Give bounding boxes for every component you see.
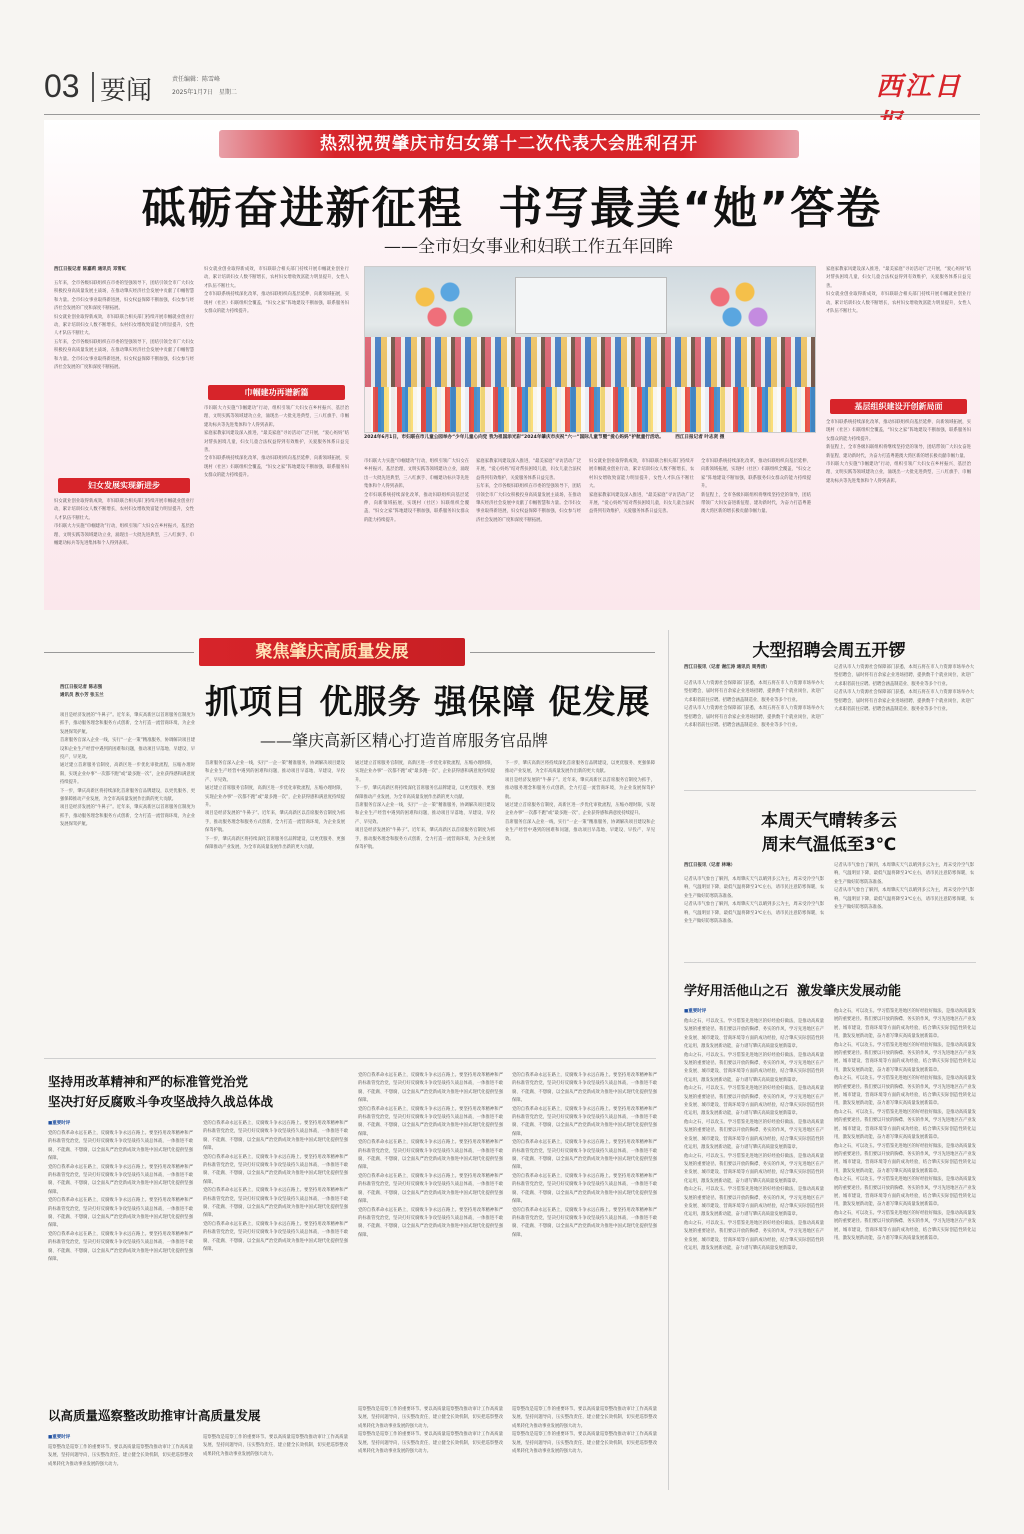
jobfair-col-1: 记者从市人力资源社会保障部门获悉，本周五将在市人力资源市场举办大型招聘会，届时将有百余家企业进场招聘，提供数千个就业岗位，欢迎广大求职者前往应聘。招聘会涵盖制造业、服务业等多个行业。 记者从市人力资源社会保障部门获悉，本周五将在市人力资源市场举办大型招聘会，届时将有百余家企业进场招聘，提供数千个就业岗位，欢迎广大求职者前往应聘。招聘会涵盖制造业、服务业等多个行业。 [684, 681, 824, 729]
opinion-headline: 学好用活他山之石 激发肇庆发展动能 [684, 984, 902, 999]
gaoxin-col-2: 首席服务官深入企业一线，实行“一企一策”精准服务，协调解决项目建设和企业生产经营中遇到的困难和问题，推动项目早落地、早建设、早投产、早见效。 通过建立首席服务官制度，高新区进一步优化审批流程，压缩办理时限，实现企业办事“一次都不跑”或“最多跑一次”，企业获得感和满意度持续提升。 项目是经济发展的“牛鼻子”。近年来，肇庆高新区以首席服务官制度为抓手，推动服务理念和服务方式创新，全力打造一流营商环境，为企业发展保驾护航。 下一步，肇庆高新区将持续深化首席服务官品牌建设，以更优服务、更强保障推动产业发展，为全市高质量发展作出新的更大贡献。 [205, 761, 345, 851]
discipline-col-1: 党的自我革命永远在路上，反腐败斗争永远在路上。要坚持用改革精神和严的标准管党治党，坚决打好反腐败斗争攻坚战持久战总体战，一体推进不敢腐、不能腐、不想腐，以全面从严治党新成效为推进中国式现代化提供坚强保障。 党的自我革命永远在路上，反腐败斗争永远在路上。要坚持用改革精神和严的标准管党治党，坚决打好反腐败斗争攻坚战持久战总体战，一体推进不敢腐、不能腐、不想腐，以全面从严治党新成效为推进中国式现代化提供坚强保障。 党的自我革命永远在路上，反腐败斗争永远在路上。要坚持用改革精神和严的标准管党治党，坚决打好反腐败斗争攻坚战持久战总体战，一体推进不敢腐、不能腐、不想腐，以全面从严治党新成效为推进中国式现代化提供坚强保障。 党的自我革命永远在路上，反腐败斗争永远在路上。要坚持用改革精神和严的标准管党治党，坚决打好反腐败斗争攻坚战持久战总体战，一体推进不敢腐、不能腐、不想腐，以全面从严治党新成效为推进中国式现代化提供坚强保障。 [48, 1131, 193, 1263]
discipline-col-2: 党的自我革命永远在路上，反腐败斗争永远在路上。要坚持用改革精神和严的标准管党治党，坚决打好反腐败斗争攻坚战持久战总体战，一体推进不敢腐、不能腐、不想腐，以全面从严治党新成效为推进中国式现代化提供坚强保障。 党的自我革命永远在路上，反腐败斗争永远在路上。要坚持用改革精神和严的标准管党治党，坚决打好反腐败斗争攻坚战持久战总体战，一体推进不敢腐、不能腐、不想腐，以全面从严治党新成效为推进中国式现代化提供坚强保障。 党的自我革命永远在路上，反腐败斗争永远在路上。要坚持用改革精神和严的标准管党治党，坚决打好反腐败斗争攻坚战持久战总体战，一体推进不敢腐、不能腐、不想腐，以全面从严治党新成效为推进中国式现代化提供坚强保障。 党的自我革命永远在路上，反腐败斗争永远在路上。要坚持用改革精神和严的标准管党治党，坚决打好反腐败斗争攻坚战持久战总体战，一体推进不敢腐、不能腐、不想腐，以全面从严治党新成效为推进中国式现代化提供坚强保障。 [203, 1121, 348, 1253]
feature-block [44, 120, 980, 610]
inspection-col-4: 巡察整改是巡察工作的重要环节。要以高质量巡察整改推动审计工作高质量发展，坚持问题导向，压实整改责任，建立健全长效机制，切实把巡察整改成果转化为推动事业发展的强大动力。 巡察整改是巡察工作的重要环节。要以高质量巡察整改推动审计工作高质量发展，坚持问题导向，压实整改责任，建立健全长效机制，切实把巡察整改成果转化为推动事业发展的强大动力。 [512, 1407, 657, 1455]
gaoxin-subtitle: ——肇庆高新区精心打造首席服务官品牌 [260, 731, 549, 750]
weather-headline-1: 本周天气晴转多云 [761, 811, 897, 831]
rule-right-banner [470, 652, 655, 653]
discipline-tag: ■重要时评 [48, 1121, 71, 1126]
inspection-col-1: 巡察整改是巡察工作的重要环节。要以高质量巡察整改推动审计工作高质量发展，坚持问题导向，压实整改责任，建立健全长效机制，切实把巡察整改成果转化为推动事业发展的强大动力。 [48, 1445, 193, 1467]
page-header [44, 62, 980, 112]
weather-col-2: 记者从市气象台了解到，本周肇庆天气以晴到多云为主，周末受冷空气影响，气温明显下降，最低气温将降至3℃左右，请市民注意防寒保暖，农业生产做好防寒防冻准备。 记者从市气象台了解到，本周肇庆天气以晴到多云为主，周末受冷空气影响，气温明显下降，最低气温将降至3℃左右，请市民注意防寒保暖，农业生产做好防寒防冻准备。 [834, 863, 974, 911]
weather-byline: 西江日报讯（记者 林琳） [684, 863, 736, 868]
feature-col-1: 五年来，全市各级妇联组织在市委的坚强领导下，团结引领全市广大妇女积极投身高质量发展主战场，在推动肇庆经济社会发展中贡献了巾帼智慧和力量。全市妇女事业取得新进展，妇女权益保障不断加强，妇女参与经济社会发展的广度和深度不断拓展。 妇女就业创业取得新成效，市妇联联合相关部门持续开展巾帼就业创业行动，累计培训妇女人数不断增长，农村妇女增收致富能力明显提升，女性人才队伍不断壮大。 五年来，全市各级妇联组织在市委的坚强领导下，团结引领全市广大妇女积极投身高质量发展主战场，在推动肇庆经济社会发展中贡献了巾帼智慧和力量。全市妇女事业取得新进展，妇女权益保障不断加强，妇女参与经济社会发展的广度和深度不断拓展。 [54, 281, 194, 371]
column-divider [668, 630, 669, 1490]
opinion-col-1: 他山之石，可以攻玉。学习借鉴先进地区的好经验好做法，是推动高质量发展的重要途径。我们要以开放的胸襟、务实的作风，学习先进地区在产业发展、城市建设、营商环境等方面的成功经验，结合肇庆实际创造性转化运用，激发发展新动能，奋力谱写肇庆高质量发展新篇章。 他山之石，可以攻玉。学习借鉴先进地区的好经验好做法，是推动高质量发展的重要途径。我们要以开放的胸襟、务实的作风，学习先进地区在产业发展、城市建设、营商环境等方面的成功经验，结合肇庆实际创造性转化运用，激发发展新动能，奋力谱写肇庆高质量发展新篇章。 他山之石，可以攻玉。学习借鉴先进地区的好经验好做法，是推动高质量发展的重要途径。我们要以开放的胸襟、务实的作风，学习先进地区在产业发展、城市建设、营商环境等方面的成功经验，结合肇庆实际创造性转化运用，激发发展新动能，奋力谱写肇庆高质量发展新篇章。 他山之石，可以攻玉。学习借鉴先进地区的好经验好做法，是推动高质量发展的重要途径。我们要以开放的胸襟、务实的作风，学习先进地区在产业发展、城市建设、营商环境等方面的成功经验，结合肇庆实际创造性转化运用，激发发展新动能，奋力谱写肇庆高质量发展新篇章。 他山之石，可以攻玉。学习借鉴先进地区的好经验好做法，是推动高质量发展的重要途径。我们要以开放的胸襟、务实的作风，学习先进地区在产业发展、城市建设、营商环境等方面的成功经验，结合肇庆实际创造性转化运用，激发发展新动能，奋力谱写肇庆高质量发展新篇章。 他山之石，可以攻玉。学习借鉴先进地区的好经验好做法，是推动高质量发展的重要途径。我们要以开放的胸襟、务实的作风，学习先进地区在产业发展、城市建设、营商环境等方面的成功经验，结合肇庆实际创造性转化运用，激发发展新动能，奋力谱写肇庆高质量发展新篇章。 他山之石，可以攻玉。学习借鉴先进地区的好经验好做法，是推动高质量发展的重要途径。我们要以开放的胸襟、务实的作风，学习先进地区在产业发展、城市建设、营商环境等方面的成功经验，结合肇庆实际创造性转化运用，激发发展新动能，奋力谱写肇庆高质量发展新篇章。 [684, 1019, 824, 1251]
inspection-headline: 以高质量巡察整改助推审计高质量发展 [48, 1408, 261, 1423]
weather-headline-2: 周末气温低至3℃ [761, 835, 897, 855]
inspection-tag: ■重要时评 [48, 1435, 71, 1440]
photo-caption: 2024年6月1日，市妇联在市儿童公园举办“少年儿童心向党 我为祖国添光彩”2024年肇庆市庆祝“六一”国际儿童节暨“爱心妈妈”护航童行活动。 西江日报记者 叶志贤 摄 [364, 435, 725, 440]
gaoxin-byline: 西江日报记者 陈志强 通讯员 敖小芳 张玉兰 [60, 685, 104, 698]
gaoxin-title: 抓项目 优服务 强保障 促发展 [205, 682, 651, 721]
feature-subhead-1: 妇女发展实现新进步 [58, 478, 190, 493]
editor-credit: 责任编辑：陈雪峰 [172, 76, 221, 83]
feature-col-6: 全市妇联系统持续深化改革，推动妇联组织向基层延伸、向新领域拓展，实现村（社区）妇联组织全覆盖，“妇女之家”阵地建设不断加强，联系服务妇女群众的能力持续提升。 新征程上，全市各级妇联组织将继续坚持党的领导，团结带领广大妇女奋进新征程、建功新时代，为奋力打造粤港澳大湾区新的增长极贡献巾帼力量。 [701, 459, 811, 515]
discipline-headline-2: 坚决打好反腐败斗争攻坚战持久战总体战 [48, 1094, 274, 1109]
gaoxin-banner: 聚焦肇庆高质量发展 [199, 638, 465, 666]
photo-stage-screen [515, 277, 667, 334]
inspection-col-3: 巡察整改是巡察工作的重要环节。要以高质量巡察整改推动审计工作高质量发展，坚持问题导向，压实整改责任，建立健全长效机制，切实把巡察整改成果转化为推动事业发展的强大动力。 巡察整改是巡察工作的重要环节。要以高质量巡察整改推动审计工作高质量发展，坚持问题导向，压实整改责任，建立健全长效机制，切实把巡察整改成果转化为推动事业发展的强大动力。 [358, 1407, 503, 1455]
gaoxin-col-3: 通过建立首席服务官制度，高新区进一步优化审批流程，压缩办理时限，实现企业办事“一次都不跑”或“最多跑一次”，企业获得感和满意度持续提升。 下一步，肇庆高新区将持续深化首席服务官品牌建设，以更优服务、更强保障推动产业发展，为全市高质量发展作出新的更大贡献。 首席服务官深入企业一线，实行“一企一策”精准服务，协调解决项目建设和企业生产经营中遇到的困难和问题，推动项目早落地、早建设、早投产、早见效。 项目是经济发展的“牛鼻子”。近年来，肇庆高新区以首席服务官制度为抓手，推动服务理念和服务方式创新，全力打造一流营商环境，为企业发展保驾护航。 [355, 761, 495, 851]
rule-left-banner [44, 652, 194, 653]
feature-banner [219, 130, 799, 158]
feature-subhead-2: 巾帼建功再谱新篇 [208, 385, 345, 400]
discipline-col-3: 党的自我革命永远在路上，反腐败斗争永远在路上。要坚持用改革精神和严的标准管党治党，坚决打好反腐败斗争攻坚战持久战总体战，一体推进不敢腐、不能腐、不想腐，以全面从严治党新成效为推进中国式现代化提供坚强保障。 党的自我革命永远在路上，反腐败斗争永远在路上。要坚持用改革精神和严的标准管党治党，坚决打好反腐败斗争攻坚战持久战总体战，一体推进不敢腐、不能腐、不想腐，以全面从严治党新成效为推进中国式现代化提供坚强保障。 党的自我革命永远在路上，反腐败斗争永远在路上。要坚持用改革精神和严的标准管党治党，坚决打好反腐败斗争攻坚战持久战总体战，一体推进不敢腐、不能腐、不想腐，以全面从严治党新成效为推进中国式现代化提供坚强保障。 党的自我革命永远在路上，反腐败斗争永远在路上。要坚持用改革精神和严的标准管党治党，坚决打好反腐败斗争攻坚战持久战总体战，一体推进不敢腐、不能腐、不想腐，以全面从严治党新成效为推进中国式现代化提供坚强保障。 党的自我革命永远在路上，反腐败斗争永远在路上。要坚持用改革精神和严的标准管党治党，坚决打好反腐败斗争攻坚战持久战总体战，一体推进不敢腐、不能腐、不想腐，以全面从严治党新成效为推进中国式现代化提供坚强保障。 [358, 1073, 503, 1238]
header-rule [44, 114, 980, 115]
photo-crowd-front [365, 387, 815, 432]
page-number: 03 [44, 68, 80, 104]
photo-balloons-right [700, 277, 770, 337]
inspection-col-2: 巡察整改是巡察工作的重要环节。要以高质量巡察整改推动审计工作高质量发展，坚持问题导向，压实整改责任，建立健全长效机制，切实把巡察整改成果转化为推动事业发展的强大动力。 [203, 1435, 348, 1457]
gaoxin-col-1: 项目是经济发展的“牛鼻子”。近年来，肇庆高新区以首席服务官制度为抓手，推动服务理念和服务方式创新，全力打造一流营商环境，为企业发展保驾护航。 首席服务官深入企业一线，实行“一企一策”精准服务，协调解决项目建设和企业生产经营中遇到的困难和问题，推动项目早落地、早建设、早投产、早见效。 通过建立首席服务官制度，高新区进一步优化审批流程，压缩办理时限，实现企业办事“一次都不跑”或“最多跑一次”，企业获得感和满意度持续提升。 下一步，肇庆高新区将持续深化首席服务官品牌建设，以更优服务、更强保障推动产业发展，为全市高质量发展作出新的更大贡献。 项目是经济发展的“牛鼻子”。近年来，肇庆高新区以首席服务官制度为抓手，推动服务理念和服务方式创新，全力打造一流营商环境，为企业发展保驾护航。 [60, 713, 195, 828]
feature-col-5: 妇女就业创业取得新成效，市妇联联合相关部门持续开展巾帼就业创业行动，累计培训妇女人数不断增长，农村妇女增收致富能力明显提升，女性人才队伍不断壮大。 家庭家教家风建设深入推进，“最美家庭”寻访活动广泛开展，“爱心妈妈”结对帮扶困境儿童，妇女儿童合法权益得到有效维护，关爱服务体系日益完善。 [589, 459, 694, 515]
jobfair-byline: 西江日报讯（记者 谢江涛 通讯员 周秀清） [684, 665, 770, 670]
photo-balloons-left [405, 277, 475, 337]
discipline-headline-1: 坚持用改革精神和严的标准管党治党 [48, 1074, 249, 1089]
discipline-col-4: 党的自我革命永远在路上，反腐败斗争永远在路上。要坚持用改革精神和严的标准管党治党，坚决打好反腐败斗争攻坚战持久战总体战，一体推进不敢腐、不能腐、不想腐，以全面从严治党新成效为推进中国式现代化提供坚强保障。 党的自我革命永远在路上，反腐败斗争永远在路上。要坚持用改革精神和严的标准管党治党，坚决打好反腐败斗争攻坚战持久战总体战，一体推进不敢腐、不能腐、不想腐，以全面从严治党新成效为推进中国式现代化提供坚强保障。 党的自我革命永远在路上，反腐败斗争永远在路上。要坚持用改革精神和严的标准管党治党，坚决打好反腐败斗争攻坚战持久战总体战，一体推进不敢腐、不能腐、不想腐，以全面从严治党新成效为推进中国式现代化提供坚强保障。 党的自我革命永远在路上，反腐败斗争永远在路上。要坚持用改革精神和严的标准管党治党，坚决打好反腐败斗争攻坚战持久战总体战，一体推进不敢腐、不能腐、不想腐，以全面从严治党新成效为推进中国式现代化提供坚强保障。 党的自我革命永远在路上，反腐败斗争永远在路上。要坚持用改革精神和严的标准管党治党，坚决打好反腐败斗争攻坚战持久战总体战，一体推进不敢腐、不能腐、不想腐，以全面从严治党新成效为推进中国式现代化提供坚强保障。 [512, 1073, 657, 1238]
newspaper-logo: 西江日 [876, 72, 964, 102]
rule-bottom [44, 1058, 656, 1059]
feature-col-7: 家庭家教家风建设深入推进，“最美家庭”寻访活动广泛开展，“爱心妈妈”结对帮扶困境儿童，妇女儿童合法权益得到有效维护，关爱服务体系日益完善。 妇女就业创业取得新成效，市妇联联合相关部门持续开展巾帼就业创业行动，累计培训妇女人数不断增长，农村妇女增收致富能力明显提升，女性人才队伍不断壮大。 [826, 267, 971, 315]
section-name: 要闻 [100, 76, 153, 106]
gaoxin-col-4: 下一步，肇庆高新区将持续深化首席服务官品牌建设，以更优服务、更强保障推动产业发展，为全市高质量发展作出新的更大贡献。 项目是经济发展的“牛鼻子”。近年来，肇庆高新区以首席服务官制度为抓手，推动服务理念和服务方式创新，全力打造一流营商环境，为企业发展保驾护航。 通过建立首席服务官制度，高新区进一步优化审批流程，压缩办理时限，实现企业办事“一次都不跑”或“最多跑一次”，企业获得感和满意度持续提升。 首席服务官深入企业一线，实行“一企一策”精准服务，协调解决项目建设和企业生产经营中遇到的困难和问题，推动项目早落地、早建设、早投产、早见效。 [505, 761, 655, 842]
feature-banner-text: 热烈祝贺肇庆市妇女第十二次代表大会胜利召开 [320, 134, 698, 154]
opinion-tag: ■重要时评 [684, 1009, 707, 1014]
rule-right-2 [684, 962, 976, 963]
feature-col-3: 市妇联大力实施“巾帼建功”行动，组织引领广大妇女在乡村振兴、基层治理、文明实践等领域建功立业，涌现出一大批先进典型，三八红旗手、巾帼建功标兵等先进集体和个人得到表彰。 全市妇联系统持续深化改革，推动妇联组织向基层延伸、向新领域拓展，实现村（社区）妇联组织全覆盖，“妇女之家”阵地建设不断加强，联系服务妇女群众的能力持续提升。 [364, 459, 469, 523]
jobfair-col-2: 记者从市人力资源社会保障部门获悉，本周五将在市人力资源市场举办大型招聘会，届时将有百余家企业进场招聘，提供数千个就业岗位，欢迎广大求职者前往应聘。招聘会涵盖制造业、服务业等多个行业。 记者从市人力资源社会保障部门获悉，本周五将在市人力资源市场举办大型招聘会，届时将有百余家企业进场招聘，提供数千个就业岗位，欢迎广大求职者前往应聘。招聘会涵盖制造业、服务业等多个行业。 [834, 665, 974, 713]
feature-col-7b: 全市妇联系统持续深化改革，推动妇联组织向基层延伸、向新领域拓展，实现村（社区）妇联组织全覆盖，“妇女之家”阵地建设不断加强，联系服务妇女群众的能力持续提升。 新征程上，全市各级妇联组织将继续坚持党的领导，团结带领广大妇女奋进新征程、建功新时代，为奋力打造粤港澳大湾区新的增长极贡献巾帼力量。 市妇联大力实施“巾帼建功”行动，组织引领广大妇女在乡村振兴、基层治理、文明实践等领域建功立业，涌现出一大批先进典型，三八红旗手、巾帼建功标兵等先进集体和个人得到表彰。 [826, 420, 971, 484]
feature-subhead-3: 基层组织建设开创新局面 [830, 399, 967, 414]
feature-col-4: 家庭家教家风建设深入推进，“最美家庭”寻访活动广泛开展，“爱心妈妈”结对帮扶困境儿童，妇女儿童合法权益得到有效维护，关爱服务体系日益完善。 五年来，全市各级妇联组织在市委的坚强领导下，团结引领全市广大妇女积极投身高质量发展主战场，在推动肇庆经济社会发展中贡献了巾帼智慧和力量。全市妇女事业取得新进展，妇女权益保障不断加强，妇女参与经济社会发展的广度和深度不断拓展。 [476, 459, 581, 523]
feature-byline: 西江日报记者 陈嘉莉 通讯员 邓雪虹 [54, 267, 127, 272]
issue-date: 2025年1月7日 星期二 [172, 89, 237, 96]
feature-col-2: 妇女就业创业取得新成效，市妇联联合相关部门持续开展巾帼就业创业行动，累计培训妇女人数不断增长，农村妇女增收致富能力明显提升，女性人才队伍不断壮大。 全市妇联系统持续深化改革，推动妇联组织向基层延伸、向新领域拓展，实现村（社区）妇联组织全覆盖，“妇女之家”阵地建设不断加强，联系服务妇女群众的能力持续提升。 [204, 267, 349, 315]
feature-col-2b: 市妇联大力实施“巾帼建功”行动，组织引领广大妇女在乡村振兴、基层治理、文明实践等领域建功立业，涌现出一大批先进典型，三八红旗手、巾帼建功标兵等先进集体和个人得到表彰。 家庭家教家风建设深入推进，“最美家庭”寻访活动广泛开展，“爱心妈妈”结对帮扶困境儿童，妇女儿童合法权益得到有效维护，关爱服务体系日益完善。 全市妇联系统持续深化改革，推动妇联组织向基层延伸、向新领域拓展，实现村（社区）妇联组织全覆盖，“妇女之家”阵地建设不断加强，联系服务妇女群众的能力持续提升。 [204, 406, 349, 479]
header-divider [92, 72, 94, 102]
opinion-col-2: 他山之石，可以攻玉。学习借鉴先进地区的好经验好做法，是推动高质量发展的重要途径。我们要以开放的胸襟、务实的作风，学习先进地区在产业发展、城市建设、营商环境等方面的成功经验，结合肇庆实际创造性转化运用，激发发展新动能，奋力谱写肇庆高质量发展新篇章。 他山之石，可以攻玉。学习借鉴先进地区的好经验好做法，是推动高质量发展的重要途径。我们要以开放的胸襟、务实的作风，学习先进地区在产业发展、城市建设、营商环境等方面的成功经验，结合肇庆实际创造性转化运用，激发发展新动能，奋力谱写肇庆高质量发展新篇章。 他山之石，可以攻玉。学习借鉴先进地区的好经验好做法，是推动高质量发展的重要途径。我们要以开放的胸襟、务实的作风，学习先进地区在产业发展、城市建设、营商环境等方面的成功经验，结合肇庆实际创造性转化运用，激发发展新动能，奋力谱写肇庆高质量发展新篇章。 他山之石，可以攻玉。学习借鉴先进地区的好经验好做法，是推动高质量发展的重要途径。我们要以开放的胸襟、务实的作风，学习先进地区在产业发展、城市建设、营商环境等方面的成功经验，结合肇庆实际创造性转化运用，激发发展新动能，奋力谱写肇庆高质量发展新篇章。 他山之石，可以攻玉。学习借鉴先进地区的好经验好做法，是推动高质量发展的重要途径。我们要以开放的胸襟、务实的作风，学习先进地区在产业发展、城市建设、营商环境等方面的成功经验，结合肇庆实际创造性转化运用，激发发展新动能，奋力谱写肇庆高质量发展新篇章。 他山之石，可以攻玉。学习借鉴先进地区的好经验好做法，是推动高质量发展的重要途径。我们要以开放的胸襟、务实的作风，学习先进地区在产业发展、城市建设、营商环境等方面的成功经验，结合肇庆实际创造性转化运用，激发发展新动能，奋力谱写肇庆高质量发展新篇章。 他山之石，可以攻玉。学习借鉴先进地区的好经验好做法，是推动高质量发展的重要途径。我们要以开放的胸襟、务实的作风，学习先进地区在产业发展、城市建设、营商环境等方面的成功经验，结合肇庆实际创造性转化运用，激发发展新动能，奋力谱写肇庆高质量发展新篇章。 [834, 1009, 976, 1241]
feature-title: 砥砺奋进新征程 书写最美“她”答卷 [141, 183, 883, 234]
feature-subtitle: ——全市妇女事业和妇联工作五年回眸 [384, 237, 673, 257]
weather-col-1: 记者从市气象台了解到，本周肇庆天气以晴到多云为主，周末受冷空气影响，气温明显下降，最低气温将降至3℃左右，请市民注意防寒保暖，农业生产做好防寒防冻准备。 记者从市气象台了解到，本周肇庆天气以晴到多云为主，周末受冷空气影响，气温明显下降，最低气温将降至3℃左右，请市民注意防寒保暖，农业生产做好防寒防冻准备。 [684, 877, 824, 925]
feature-col-1b: 妇女就业创业取得新成效，市妇联联合相关部门持续开展巾帼就业创业行动，累计培训妇女人数不断增长，农村妇女增收致富能力明显提升，女性人才队伍不断壮大。 市妇联大力实施“巾帼建功”行动，组织引领广大妇女在乡村振兴、基层治理、文明实践等领域建功立业，涌现出一大批先进典型，三八红旗手、巾帼建功标兵等先进集体和个人得到表彰。 [54, 499, 194, 547]
jobfair-headline: 大型招聘会周五开锣 [752, 641, 906, 661]
rule-right-1 [684, 790, 976, 791]
event-photo [364, 266, 816, 433]
